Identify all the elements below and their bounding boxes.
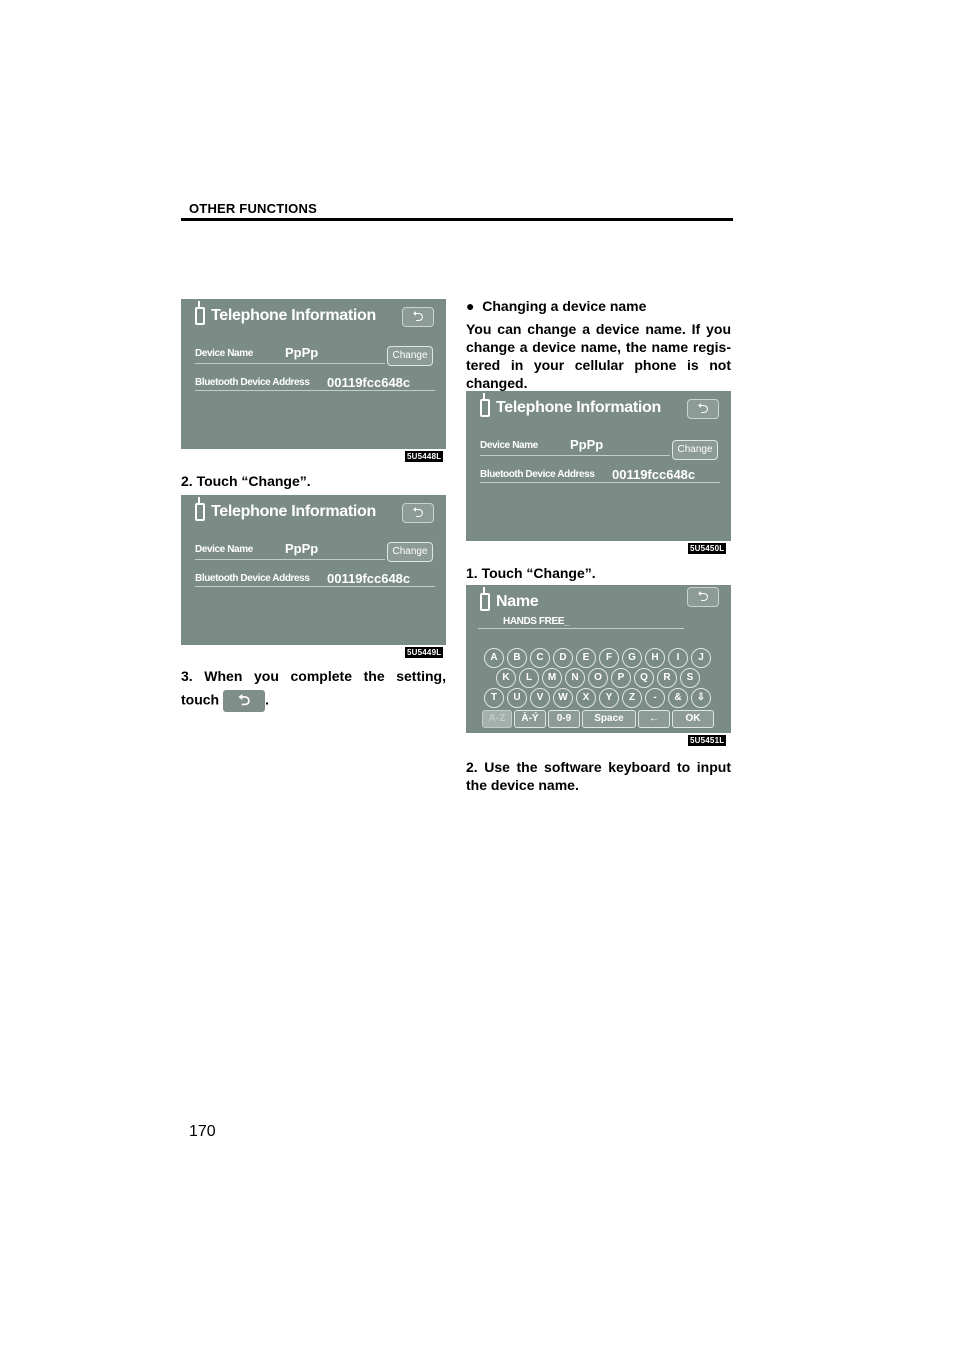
ok-button[interactable]: OK: [672, 710, 714, 728]
key[interactable]: U: [507, 688, 527, 708]
key[interactable]: A: [484, 648, 504, 668]
phone-icon: [195, 307, 205, 325]
key[interactable]: O: [588, 668, 608, 688]
key[interactable]: T: [484, 688, 504, 708]
key[interactable]: C: [530, 648, 550, 668]
address-value: 00119fcc648c: [612, 467, 696, 482]
section-heading: [466, 297, 646, 315]
key[interactable]: F: [599, 648, 619, 668]
numeric-mode-button[interactable]: 0-9: [548, 710, 580, 728]
key[interactable]: B: [507, 648, 527, 668]
address-label: Bluetooth Device Address: [480, 469, 595, 480]
telephone-info-screen-1: [181, 299, 446, 449]
divider: [480, 455, 670, 456]
divider: [195, 390, 435, 391]
section-title: OTHER FUNCTIONS: [189, 201, 317, 216]
figure-tag: 5U5451L: [690, 736, 725, 745]
page-number: 170: [189, 1123, 216, 1140]
heading-text: Changing a device name: [482, 298, 647, 314]
device-name-value: PpPp: [285, 541, 319, 556]
key[interactable]: I: [668, 648, 688, 668]
key[interactable]: ⇩: [691, 688, 711, 708]
key[interactable]: D: [553, 648, 573, 668]
backspace-button[interactable]: ←: [638, 710, 670, 728]
telephone-info-screen-3: [466, 391, 731, 541]
figure-tag: 5U5448L: [407, 452, 442, 461]
intro-line: You can change a device name. If you: [466, 321, 731, 337]
name-input-screen: [466, 585, 731, 733]
back-button[interactable]: ⮌: [402, 503, 434, 523]
phone-icon: [195, 503, 205, 521]
key[interactable]: S: [680, 668, 700, 688]
name-input-field[interactable]: HANDS FREE_: [503, 616, 570, 627]
key[interactable]: L: [519, 668, 539, 688]
address-label: Bluetooth Device Address: [195, 573, 310, 584]
key[interactable]: Y: [599, 688, 619, 708]
key[interactable]: &: [668, 688, 688, 708]
device-name-value: PpPp: [285, 345, 319, 360]
period: .: [265, 691, 269, 708]
device-name-label: Device Name: [195, 544, 253, 555]
intro-line: tered in your cellular phone is not: [466, 357, 731, 373]
key[interactable]: X: [576, 688, 596, 708]
address-value: 00119fcc648c: [327, 571, 411, 586]
key[interactable]: N: [565, 668, 585, 688]
device-name-value: PpPp: [570, 437, 604, 452]
change-button[interactable]: Change: [387, 542, 433, 562]
header-rule: [181, 218, 733, 221]
intro-line: change a device name, the name regis-: [466, 339, 731, 355]
screen-title: Name: [496, 593, 539, 610]
screen-title: Telephone Information: [496, 399, 661, 416]
step-2-text: 2. Touch “Change”.: [181, 473, 311, 489]
screen-title: Telephone Information: [211, 503, 376, 520]
step-2-line: the device name.: [466, 777, 579, 793]
step-3-touch-line: [181, 690, 269, 712]
phone-icon: [480, 593, 490, 611]
key[interactable]: V: [530, 688, 550, 708]
key[interactable]: W: [553, 688, 573, 708]
key[interactable]: -: [645, 688, 665, 708]
screen-title: Telephone Information: [211, 307, 376, 324]
touch-word: touch: [181, 691, 220, 708]
key[interactable]: R: [657, 668, 677, 688]
divider: [195, 559, 385, 560]
divider: [195, 363, 385, 364]
phone-icon: [480, 399, 490, 417]
key[interactable]: Z: [622, 688, 642, 708]
space-button[interactable]: Space: [582, 710, 636, 728]
device-name-label: Device Name: [480, 440, 538, 451]
address-label: Bluetooth Device Address: [195, 377, 310, 388]
telephone-info-screen-2: [181, 495, 446, 645]
back-icon: ⮌: [223, 690, 265, 712]
divider: [480, 482, 720, 483]
key[interactable]: E: [576, 648, 596, 668]
back-button[interactable]: ⮌: [687, 587, 719, 607]
divider: [478, 628, 684, 629]
back-button[interactable]: ⮌: [402, 307, 434, 327]
key[interactable]: H: [645, 648, 665, 668]
back-button[interactable]: ⮌: [687, 399, 719, 419]
key[interactable]: P: [611, 668, 631, 688]
change-button[interactable]: Change: [672, 440, 718, 460]
alphabet-mode-button[interactable]: A-Z: [482, 710, 512, 728]
figure-tag: 5U5450L: [690, 544, 725, 553]
step-3-text: 3. When you complete the setting,: [181, 668, 446, 684]
device-name-label: Device Name: [195, 348, 253, 359]
intro-line: changed.: [466, 375, 528, 391]
key[interactable]: M: [542, 668, 562, 688]
key[interactable]: J: [691, 648, 711, 668]
bullet-icon: ●: [466, 298, 475, 314]
divider: [195, 586, 435, 587]
key[interactable]: Q: [634, 668, 654, 688]
address-value: 00119fcc648c: [327, 375, 411, 390]
accented-mode-button[interactable]: À-Ý: [514, 710, 546, 728]
key[interactable]: G: [622, 648, 642, 668]
step-1-text: 1. Touch “Change”.: [466, 565, 596, 581]
figure-tag: 5U5449L: [407, 648, 442, 657]
step-2-line: 2. Use the software keyboard to input: [466, 759, 731, 775]
change-button[interactable]: Change: [387, 346, 433, 366]
key[interactable]: K: [496, 668, 516, 688]
